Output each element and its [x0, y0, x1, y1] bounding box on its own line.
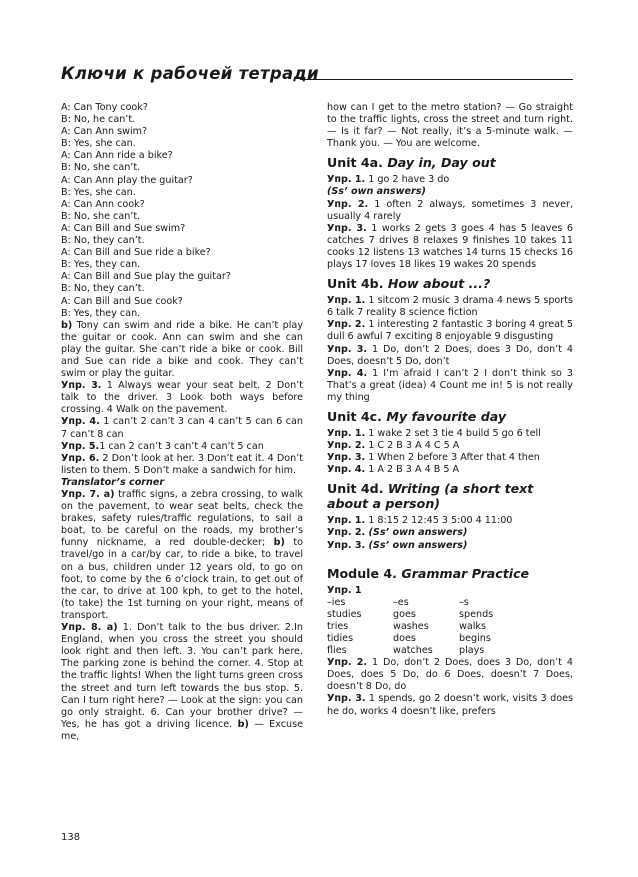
exercise-label: Упр. 2.	[327, 440, 366, 452]
exercise-text: 1 Do, don’t 2 Does, does 3 Do, don’t 4 Does, does 5 Do, do 6 Does, doesn’t 7 Does, doesn’t 8 Do, do	[327, 657, 573, 693]
exercise-text: — Excuse me,	[61, 718, 303, 742]
exercise-6	[61, 453, 303, 477]
table-row	[327, 645, 525, 657]
dialog-line: B: Yes, they can.	[61, 259, 141, 271]
table-cell: flies	[327, 645, 347, 657]
exercise-8	[61, 622, 303, 743]
exercise-label: Упр. 7. a)	[61, 489, 115, 500]
exercise-label: Упр. 4.	[327, 367, 368, 379]
exercise-label: Упр. 1.	[327, 174, 366, 186]
table-cell: walks	[459, 620, 486, 632]
exercise-text: 1 I’m afraid I can’t 2 I don’t think so 3 That’s a great (idea) 4 Count me in! 5 is not really my thing	[327, 367, 573, 403]
exercise-text: 1 spends, go 2 doesn’t work, visits 3 does he do, works 4 doesn’t like, prefers	[327, 693, 573, 717]
exercise-label: Упр. 3.	[327, 343, 368, 355]
table-cell: does	[393, 633, 416, 644]
exercise	[327, 428, 573, 440]
exercise-text: 1 Always wear your seat belt. 2 Don’t talk to the driver. 3 Look both ways before crossing. 4 Walk on the pavement.	[61, 380, 303, 416]
table-cell: begins	[459, 633, 491, 644]
exercise-text: to travel/go in a car/by car, to ride a bike, to travel on a bus, children under 12 years old, to go on foot, to come by the 6 o’clock train, to get out of the car, to drive at 100 kph, to get to the hotel, (to take) the 1st turning on your right, means of transport.	[61, 537, 303, 621]
exercise-text: 1. Don’t talk to the bus driver. 2.In England, when you cross the street you should look right and then left. 3. You can’t park here. The parking zone is behind the corner. 4. Stop at the traffic lights! When the light turns green cross the street and turn left towards the bus stop. 5. Can I turn right here? — Look at the sign: you can go only straight. 6. Can your brother drive? — Yes, he has got a driving licence.	[61, 622, 303, 730]
exercise-label: Упр. 4.	[61, 416, 100, 428]
exercise-text: 1 sitcom 2 music 3 drama 4 news 5 sports 6 talk 7 reality 8 science fiction	[327, 295, 573, 319]
exercise	[327, 368, 573, 404]
exercise-4	[61, 416, 303, 440]
exercise-label: b)	[273, 537, 285, 549]
exercise	[327, 540, 573, 552]
exercise-text: 1 C 2 B 3 A 4 C 5 A	[365, 440, 460, 452]
dialog-line: A: Can Tony cook?	[61, 102, 148, 113]
exercise	[327, 693, 573, 717]
exercise-label: Упр. 4.	[327, 464, 366, 476]
exercise-text: 1 wake 2 set 3 tie 4 build 5 go 6 tell	[365, 427, 541, 439]
exercise-label: Упр. 3.	[327, 539, 366, 551]
table-cell: tidies	[327, 633, 354, 644]
exercise-label: Упр. 3.	[327, 693, 366, 705]
dialog-line: B: Yes, they can.	[61, 307, 141, 319]
dialog	[61, 102, 303, 320]
exercise	[327, 295, 573, 319]
exercise-text: 1 often 2 always, sometimes 3 never, usually 4 rarely	[327, 198, 573, 222]
answer-text: Tony can swim and ride a bike. He can’t play the guitar or cook. Ann can swim and she can play the guitar. She can’t ride a bike or cook. Bill and Sue can ride a bike and cook. They can’t swim or play the guitar.	[61, 319, 303, 380]
exercise	[327, 452, 573, 464]
translators-corner-heading	[61, 477, 303, 489]
dialog-line: A: Can Ann swim?	[61, 126, 148, 138]
exercise-label: Упр. 8. a)	[61, 622, 118, 634]
dialog-line: A: Can Bill and Sue swim?	[61, 222, 186, 234]
dialog-line: B: Yes, she can.	[61, 186, 136, 198]
unit-title: How about ...?	[383, 276, 491, 292]
exercise	[327, 223, 573, 271]
exercise	[327, 186, 573, 198]
exercise	[327, 464, 573, 476]
exercise	[327, 440, 573, 452]
exercise	[327, 174, 573, 186]
table-cell: tries	[327, 620, 349, 632]
exercise-text: 1 can 2 can’t 3 can’t 4 can’t 5 can	[99, 440, 264, 452]
exercise	[327, 319, 573, 343]
module-heading	[327, 566, 573, 581]
exercise-label: Упр. 2.	[327, 198, 369, 210]
exercise-label: Упр. 3.	[327, 222, 367, 234]
unit-title: Day in, Day out	[382, 155, 496, 171]
table-header-row	[327, 597, 525, 609]
table-cell: spends	[459, 608, 494, 620]
continued-text: how can I get to the metro station? — Go straight to the traffic lights, cross the street and turn right. — Is it far? — Not really, it’s a 5-minute walk. — Thank you. — You are welcome.	[327, 102, 573, 150]
exercise	[327, 527, 573, 539]
unit-heading	[327, 481, 573, 511]
exercise-label: (Ss’ own answers)	[327, 186, 426, 198]
exercise-label: Упр. 2.	[327, 527, 366, 539]
exercise-text: 2 Don’t look at her. 3 Don’t eat it. 4 Don’t listen to them. 5 Don’t make a sandwich for him.	[61, 452, 303, 476]
exercise-text: 1 Do, don’t 2 Does, does 3 Do, don’t 4 Does, doesn’t 5 Do, don’t	[327, 343, 573, 367]
exercise	[327, 585, 573, 597]
unit-number: Unit 4a.	[327, 155, 383, 171]
exercise-5	[61, 441, 303, 453]
exercise-7	[61, 489, 303, 622]
unit-heading	[327, 409, 573, 424]
page-header	[61, 62, 573, 86]
answer-label: b)	[61, 319, 73, 331]
exercise-label: Упр. 2.	[327, 319, 366, 331]
unit-number: Unit 4b.	[327, 276, 384, 292]
exercise-text: 1 works 2 gets 3 goes 4 has 5 leaves 6 catches 7 drives 8 relaxes 9 finishes 10 takes 11 cooks 12 listens 13 watches 14 turns 15 checks 16 plays 17 loves 18 likes 19 wakes 20 spends	[327, 222, 573, 271]
exercise	[327, 657, 573, 693]
exercise-label: Упр. 1.	[327, 295, 366, 307]
table-header: –ies	[327, 596, 346, 608]
exercise-text: traffic signs, a zebra crossing, to walk on the pavement, to wear seat belts, check the brakes, safety rules/traffic regulations, to sail a boat, to be careful on the roads, my brother’s funny nickname, a red double-decker;	[61, 489, 303, 549]
dialog-line: B: No, he can’t.	[61, 114, 136, 126]
table-cell: watches	[393, 645, 433, 657]
exercise-text: 1 A 2 B 3 A 4 B 5 A	[365, 464, 460, 476]
exercise-label: Упр. 3.	[327, 452, 366, 464]
table-cell: plays	[459, 645, 485, 657]
dialog-line: A: Can Bill and Sue ride a bike?	[61, 247, 211, 259]
unit-number: Unit 4c.	[327, 408, 382, 424]
exercise-label: Упр. 6.	[61, 452, 100, 464]
module-title: Grammar Practice	[396, 565, 530, 581]
dialog-line: A: Can Ann ride a bike?	[61, 150, 173, 162]
dialog-line: B: No, she can’t.	[61, 162, 141, 174]
dialog-line: A: Can Bill and Sue cook?	[61, 295, 183, 307]
exercise-label: Упр. 2.	[327, 657, 368, 669]
page-title: Ключи к рабочей тетради	[61, 64, 319, 83]
unit-title: Writing (a short text about a person)	[327, 481, 534, 512]
dialog-line: A: Can Bill and Sue play the guitar?	[61, 271, 231, 283]
word-endings-table	[327, 597, 525, 657]
module-number: Module 4.	[327, 565, 397, 581]
table-header: –es	[393, 596, 409, 608]
exercise-label: b)	[237, 718, 249, 730]
table-row	[327, 609, 525, 621]
section-heading: Translator’s corner	[61, 476, 165, 488]
right-column	[327, 102, 573, 718]
page-number: 138	[61, 832, 81, 843]
exercise-label: Упр. 1.	[327, 515, 366, 527]
exercise-label: Упр. 1	[327, 584, 362, 596]
table-cell: goes	[393, 608, 416, 620]
exercise	[327, 515, 573, 527]
exercise	[327, 344, 573, 368]
exercise-text: 1 interesting 2 fantastic 3 boring 4 great 5 dull 6 awful 7 exciting 8 enjoyable 9 disgusting	[327, 319, 574, 343]
unit-heading	[327, 155, 573, 170]
exercise-text: (Ss’ own answers)	[365, 527, 468, 539]
table-row	[327, 633, 525, 645]
dialog-line: A: Can Ann play the guitar?	[61, 174, 193, 186]
exercise	[327, 199, 573, 223]
unit-number: Unit 4d.	[327, 481, 384, 497]
left-column	[61, 102, 303, 743]
exercise-text: 1 When 2 before 3 After that 4 then	[365, 452, 540, 464]
header-rule	[300, 79, 573, 80]
exercise-text: 1 can’t 2 can’t 3 can 4 can’t 5 can 6 can 7 can’t 8 can	[61, 416, 303, 440]
exercise-label: Упр. 1.	[327, 427, 366, 439]
table-cell: washes	[393, 620, 429, 632]
table-row	[327, 621, 525, 633]
dialog-line: B: No, they can’t.	[61, 283, 145, 295]
dialog-line: A: Can Ann cook?	[61, 198, 145, 210]
exercise-label: Упр. 3.	[61, 380, 102, 392]
unit-title: My favourite day	[381, 408, 507, 424]
exercise-text: 1 go 2 have 3 do	[365, 174, 450, 186]
unit-heading	[327, 276, 573, 291]
dialog-line: B: No, she can’t.	[61, 210, 141, 222]
exercise-3	[61, 380, 303, 416]
table-cell: studies	[327, 608, 362, 620]
dialog-line: B: No, they can’t.	[61, 235, 145, 247]
exercise-label: Упр. 5.	[61, 440, 100, 452]
exercise-text: (Ss’ own answers)	[365, 539, 468, 551]
answer-b	[61, 320, 303, 380]
table-header: –s	[459, 596, 469, 608]
dialog-line: B: Yes, she can.	[61, 138, 136, 150]
exercise-text: 1 8:15 2 12:45 3 5:00 4 11:00	[365, 515, 513, 527]
